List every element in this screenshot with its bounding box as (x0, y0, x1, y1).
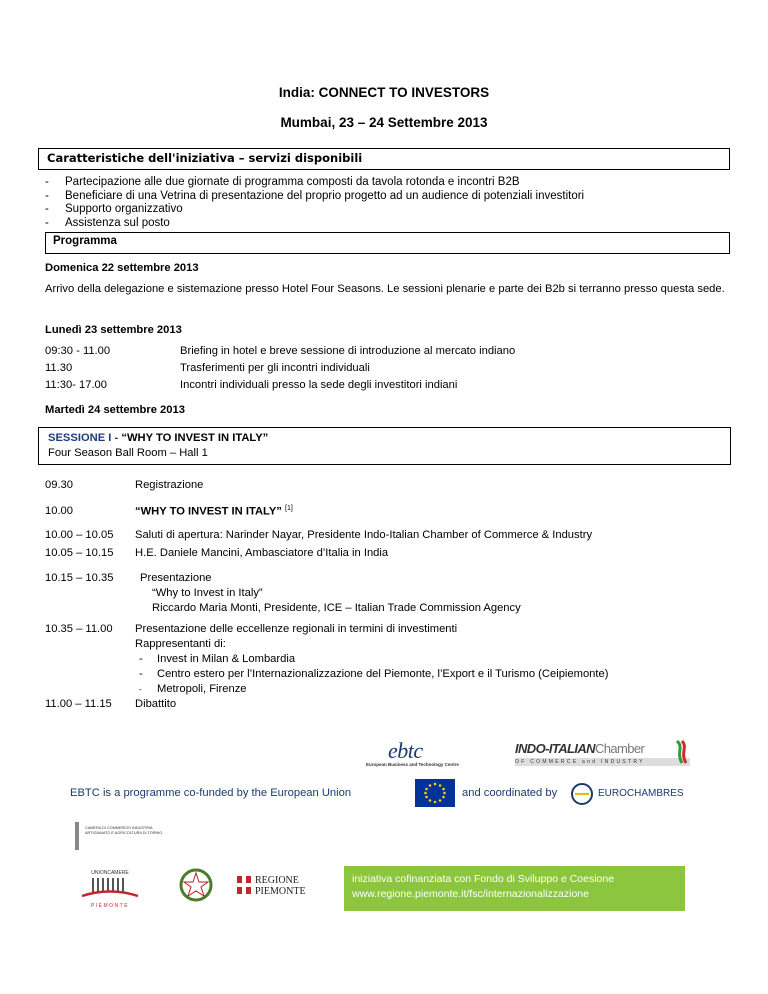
chamber-logo-a: INDO-ITALIAN (515, 741, 595, 756)
regional-details (135, 622, 608, 697)
row-time: 11.00 – 11.15 (45, 698, 112, 710)
row-desc: Dibattito (135, 698, 177, 710)
schedule-row (45, 345, 516, 357)
presentation-details (140, 571, 521, 616)
row-time: 10.15 – 10.35 (45, 572, 114, 584)
regione-piemonte-logo (237, 874, 317, 900)
schedule-row (45, 529, 593, 541)
fsc-banner (344, 866, 685, 911)
schedule-row (45, 505, 293, 518)
day1-title: Domenica 22 settembre 2013 (45, 262, 199, 274)
session-place: Four Season Ball Room – Hall 1 (48, 447, 208, 459)
day3-title: Martedì 24 settembre 2013 (45, 404, 185, 416)
schedule-row (45, 479, 204, 491)
list-item: - Supporto organizzativo (45, 203, 584, 217)
row-time: 11:30- 17.00 (45, 379, 107, 391)
eu-flag-icon (415, 779, 455, 807)
day2-title: Lunedì 23 settembre 2013 (45, 324, 182, 336)
row-time: 10.35 – 11.00 (45, 623, 113, 635)
row-time: 10.00 – 10.05 (45, 529, 114, 541)
ebtc-logo-text: ebtc (388, 738, 423, 763)
features-heading: Caratteristiche dell'iniziativa – servizi disponibili (38, 148, 730, 170)
document-title: India: CONNECT TO INVESTORS (278, 85, 490, 100)
row-time: 11.30 (45, 362, 73, 374)
row-desc-text: “WHY TO INVEST IN ITALY” (135, 505, 282, 518)
presentation-block (45, 571, 521, 614)
session-label: SESSIONE I - (48, 432, 122, 444)
regional-line: Rappresentanti di: (135, 638, 226, 650)
ebtc-logo-sub: European Business and Technology Centre (366, 762, 459, 767)
session-name: “WHY TO INVEST IN ITALY” (121, 432, 269, 444)
regione-text-a: REGIONE (255, 875, 299, 886)
regione-piemonte-text (255, 875, 306, 897)
row-desc: Briefing in hotel e breve sessione di introduzione al mercato indiano (180, 345, 516, 357)
camera-commercio-logo (75, 822, 175, 854)
italian-emblem-icon (178, 865, 214, 905)
eurochambres-logo-icon (570, 782, 594, 806)
document-subtitle: Mumbai, 23 – 24 Settembre 2013 (280, 115, 488, 130)
schedule-row (45, 698, 177, 710)
chamber-logo-b: Chamber (594, 741, 645, 756)
list-item: - Partecipazione alle due giornate di programma composti da tavola rotonda e incontri B2B (45, 176, 584, 190)
row-time: 09.30 (45, 479, 73, 491)
ebtc-logo (366, 738, 511, 771)
row-time: 10.05 – 10.15 (45, 547, 114, 559)
regione-text-b: PIEMONTE (255, 886, 306, 897)
columns-icon (80, 876, 140, 898)
schedule-row (45, 379, 458, 391)
presentation-line: Riccardo Maria Monti, Presidente, ICE – Italian Trade Commission Agency (152, 602, 521, 614)
piemonte-shield-icon (237, 876, 251, 894)
row-desc: H.E. Daniele Mancini, Ambasciatore d’Italia in India (135, 547, 389, 559)
ebtc-band (70, 779, 730, 809)
row-desc: Saluti di apertura: Narinder Nayar, Presidente Indo-Italian Chamber of Commerce & Industry (135, 529, 593, 541)
day1-text: Arrivo della delegazione e sistemazione presso Hotel Four Seasons. Le sessioni plenarie e parte dei B2b si terranno presso questa sede. (45, 283, 725, 295)
list-item: - Metropoli, Firenze (139, 683, 247, 695)
fsc-banner-line: iniziativa cofinanziata con Fondo di Sviluppo e Coesione (352, 873, 615, 885)
session-box (38, 427, 731, 465)
presentation-line: “Why to Invest in Italy” (152, 587, 263, 599)
row-desc: Registrazione (135, 479, 204, 491)
row-time: 10.00 (45, 505, 73, 517)
list-item: - Centro estero per l’Internazionalizzazione del Piemonte, l’Export e il Turismo (Ceipiemonte) (139, 668, 609, 680)
list-item: - Beneficiare di una Vetrina di presentazione del proprio progetto ad un audience di potenziali investitori (45, 190, 584, 204)
camera-commercio-text: CAMERA DI COMMERCIO INDUSTRIA ARTIGIANATO E AGRICOLTURA DI TORINO (85, 826, 163, 835)
unioncamere-text-b: PIEMONTE (90, 903, 130, 909)
band-text-coord: and coordinated by (462, 787, 558, 799)
presentation-line: Presentazione (140, 572, 212, 584)
features-list (45, 176, 584, 230)
flag-ribbon-icon (674, 739, 690, 765)
row-time: 09:30 - 11.00 (45, 345, 111, 357)
unioncamere-text-a: UNIONCAMERE (91, 870, 129, 876)
eurochambres-text: EUROCHAMBRES (598, 788, 684, 799)
chamber-logo-sub: OF COMMERCE and INDUSTRY (515, 758, 690, 766)
schedule-row (45, 547, 389, 559)
row-desc: Incontri individuali presso la sede degli investitori indiani (180, 379, 458, 391)
session-title (48, 431, 721, 446)
row-desc (135, 505, 293, 518)
regional-block (45, 622, 609, 695)
row-desc: Trasferimenti per gli incontri individuali (180, 362, 370, 374)
program-heading: Programma (45, 232, 730, 254)
list-item: - Assistenza sul posto (45, 217, 584, 231)
schedule-row (45, 362, 370, 374)
fsc-banner-link[interactable]: www.regione.piemonte.it/fsc/internazionalizzazione (352, 888, 589, 900)
list-item: - Invest in Milan & Lombardia (139, 653, 296, 665)
chamber-logo (515, 741, 690, 771)
footnote-ref[interactable]: [1] (285, 505, 293, 512)
regional-line: Presentazione delle eccellenze regionali in termini di investimenti (135, 623, 458, 635)
band-text-eu: EBTC is a programme co-funded by the European Union (70, 787, 352, 799)
unioncamere-logo (80, 870, 140, 910)
